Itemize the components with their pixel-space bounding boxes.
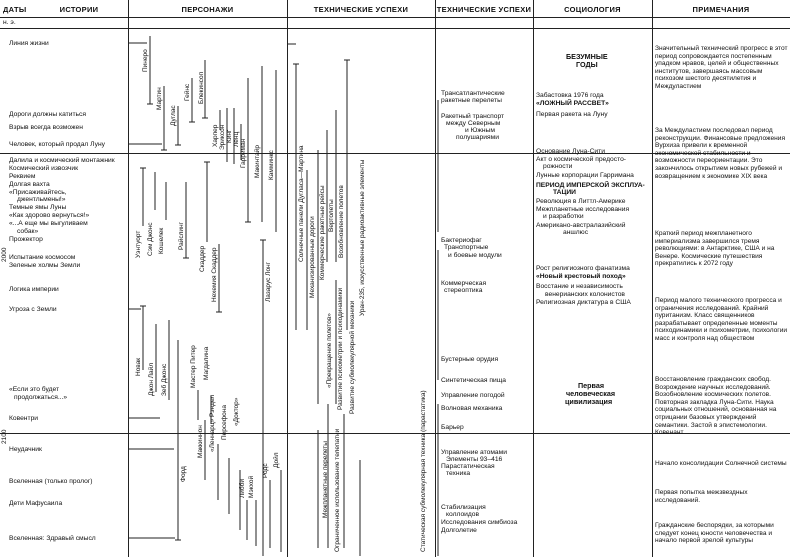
sociology-item: венерианских колонистов: [545, 291, 625, 298]
note: Период малого технического прогресса и ограничения исследований. Крайний пуританизм. Класс священников разрабатывает определенные моменты психодинамики и психометрии, психологии масс и контроля над обществом: [655, 297, 788, 342]
sociology-item: Акт о космической предосто-: [536, 156, 627, 163]
character-name: Пинеро: [142, 49, 149, 72]
header-sociology: СОЦИОЛОГИЯ: [564, 4, 621, 14]
character-name: Уэнтуорт: [135, 230, 142, 258]
tech-item: Механизированные дороги: [309, 216, 316, 298]
tech2-item: техника: [446, 470, 471, 477]
character-name: Лазарус Лонг: [265, 261, 272, 302]
story: Долгая вахта: [9, 181, 50, 188]
note: Значительный технический прогресс в этот период сопровождается постепенным упадком нравов, целей и общественных институтов, завершаясь массовым психозом шестого десятилетия и Междуластием: [655, 45, 788, 90]
era-label: н. э.: [3, 19, 16, 26]
sociology-item: Первая ракета на Луну: [536, 111, 608, 118]
tech2-item: Управление погодой: [441, 392, 505, 399]
sociology-heading: ТАЦИИ: [553, 189, 576, 196]
story: Неудачник: [9, 446, 42, 453]
tech2-item: стереоптика: [444, 287, 483, 294]
tech2-item: Исследования симбиоза: [441, 519, 518, 526]
story: продолжаться...»: [14, 394, 68, 401]
sociology-item: «Новый крестовый поход»: [536, 273, 626, 280]
character-name: Зеб Джонс: [161, 363, 168, 396]
sociology-heading: ГОДЫ: [576, 60, 598, 69]
tech2-item: Управление атомами: [441, 449, 507, 456]
tech-item: Коммерческие ракетные рейсы: [319, 185, 326, 280]
character-name: Мастер Питер: [190, 345, 197, 388]
note: Восстановление гражданских свобод. Возрождение научных исследований. Возобновление космических полетов. Повторная закладка Луна-Сити. Наука социальных отношений, основанная на отрицании базовых утверждений семантики. Застой в эпистемологии. Ковенант: [655, 376, 777, 437]
character-name: Мартин: [156, 87, 163, 110]
character-name: Камминкс: [268, 150, 275, 180]
sociology-heading: БЕЗУМНЫЕ: [566, 52, 608, 61]
character-name: Джон Лайл: [148, 362, 155, 396]
character-name: Гейнс: [184, 83, 191, 101]
story: Дороги должны катиться: [9, 111, 86, 118]
tech-item: Межпланетные перелеты: [322, 441, 329, 518]
character-name: Либби: [239, 479, 246, 498]
tech2-item: между Северным: [446, 120, 501, 127]
character-name: Нехемия Скаддер: [211, 247, 218, 302]
tech-item: Развитие психометрии и психодинамики: [337, 287, 344, 410]
character-name: Райслинг: [178, 222, 185, 250]
story: собак»: [17, 228, 39, 235]
story: Испытание космосом: [9, 254, 76, 261]
tech2-item: полушариями: [456, 134, 499, 141]
tech-item: Уран-235, искусственные радиоактивные элементы: [359, 159, 366, 316]
character-name: Кинг: [226, 129, 233, 143]
header-tech-2: ТЕХНИЧЕСКИЕ УСПЕХИ: [436, 4, 532, 14]
sociology-item: Межпланетные исследования: [536, 206, 630, 213]
year-label-2000: 2000: [1, 247, 8, 262]
story: «Присаживайтесь,: [9, 189, 67, 196]
note: Первая попытка межзвездных исследований.: [655, 489, 748, 504]
sociology-item: Революция в Литтл-Америке: [536, 198, 626, 205]
story: Логика империи: [9, 286, 59, 293]
year-label-2100: 2100: [1, 429, 8, 444]
sociology-item: и разработки: [543, 213, 584, 220]
story: Человек, который продал Луну: [9, 141, 106, 148]
story: Угроза с Земли: [9, 306, 57, 313]
story: Ковентри: [9, 415, 39, 422]
tech-item: Солнечные панели Дугласа—Мартина: [298, 145, 305, 262]
sociology-heading: человеческая: [566, 389, 616, 398]
story: Далила и космический монтажник: [9, 157, 115, 164]
sociology-item: Основание Луна-Сити: [536, 148, 605, 155]
character-name: Дуглас: [170, 105, 177, 126]
story: Прожектор: [9, 236, 43, 243]
character-name: Форд: [180, 466, 187, 482]
character-name: Дойл: [273, 452, 280, 468]
story: джентльмены!»: [17, 196, 66, 203]
story: Взрыв всегда возможен: [9, 124, 83, 131]
character-name: Ленц: [233, 131, 240, 147]
tech2-item: и боевые модули: [448, 252, 502, 259]
note: За Междуластием последовал период реконструкции. Финансовые предложения Вурхиза привели к временной экономической стабильности и возможности переориентации. Это закончилось открытием новых рубежей и возвращением к экономике XIX века: [655, 127, 786, 180]
story: Вселенная: Здравый смысл: [9, 535, 96, 542]
tech2-item: Трансатлантические: [441, 90, 505, 97]
story: Темные ямы Луны: [9, 204, 67, 211]
character-name: Родс: [262, 463, 269, 478]
story: Дети Мафусаила: [9, 500, 63, 507]
sociology-item: Рост религиозного фанатизма: [536, 265, 630, 272]
tech2-item: Бустерные орудия: [441, 356, 499, 363]
tech-item: «Прекращение полетов»: [326, 313, 333, 388]
character-name: Маккиннон: [197, 425, 204, 458]
tech2-item: Бактериофаг: [441, 237, 482, 244]
tech2-item: Коммерческая: [441, 280, 487, 287]
note: Краткий период межпланетного империализма завершился тремя революциями: в Антарктике, США и на Венере. Космические путешествия прекратились к 2072 году: [655, 230, 775, 268]
tech2-item: ракетные перелеты: [441, 97, 502, 104]
header-stories: ИСТОРИИ: [59, 4, 99, 14]
character-name: Макинтайр: [254, 145, 261, 178]
tech2-item: Транспортные: [444, 244, 489, 251]
sociology-heading: «ЛОЖНЫЙ РАССВЕТ»: [536, 100, 609, 107]
header-notes: ПРИМЕЧАНИЯ: [692, 4, 750, 14]
tech-item: Ограниченное использование телепатии: [334, 428, 341, 552]
sociology-item: Восстание и независимость: [536, 283, 623, 290]
sociology-item: Забастовка 1976 года: [536, 92, 604, 99]
tech2-item: Парастатическая: [441, 463, 495, 470]
sociology-item: Лунные корпорации Гарримана: [536, 172, 634, 179]
tech-item: Развитие субмолекулярной механики: [349, 300, 356, 414]
sociology-item: аншлюс: [563, 229, 589, 236]
tech2-item: Волновая механика: [441, 405, 503, 412]
character-name: Блекинсоп: [198, 71, 205, 104]
sociology-item: Религиозная диктатура в США: [536, 299, 631, 306]
header-tech-1: ТЕХНИЧЕСКИЕ УСПЕХИ: [313, 4, 409, 14]
story: Зеленые холмы Земли: [9, 262, 81, 269]
story: «Как здорово вернуться!»: [9, 212, 90, 219]
tech-item: Возобновление полетов: [338, 185, 345, 258]
character-name: «Леннарц» Рэндел: [209, 394, 216, 452]
story: Линия жизни: [9, 40, 49, 47]
story: «Если это будет: [9, 386, 60, 393]
story: Реквием: [9, 173, 36, 180]
sociology-item: Американо-австралазийский: [536, 222, 626, 229]
tech2-item: Стабилизация: [441, 504, 486, 511]
character-name: Мэкхой: [248, 475, 255, 498]
character-name: Скаддер: [199, 245, 206, 272]
character-name: Персефона: [221, 405, 228, 440]
sociology-heading: Первая: [578, 381, 605, 390]
tech-item: Вертолеты: [328, 199, 335, 232]
character-name: Кошелек: [158, 227, 165, 254]
note: Гражданские беспорядки, за которыми следует конец юности человечества и начало первой зрелой культуры: [655, 522, 774, 545]
character-name: «Доктор»: [233, 397, 240, 426]
character-name: Эриксон: [219, 124, 226, 150]
sociology-item: рожности: [543, 163, 573, 170]
tech-item: Статическая субмолекулярная техника (парастатика): [420, 390, 427, 552]
story: Вселенная (только пролог): [9, 478, 93, 485]
sociology-heading: цивилизация: [565, 397, 613, 406]
tech2-item: Элементы 93–416: [446, 456, 503, 463]
story: Космический извозчик: [9, 165, 79, 172]
note: Начало консолидации Солнечной системы: [655, 460, 787, 467]
character-name: Новак: [135, 357, 142, 376]
header-dates: ДАТЫ: [3, 4, 27, 14]
character-name: Гарриман: [240, 138, 247, 168]
header-characters: ПЕРСОНАЖИ: [181, 4, 234, 14]
character-name: Сэм Джонс: [147, 222, 154, 256]
sociology-heading: ПЕРИОД ИМПЕРСКОЙ ЭКСПЛУА-: [536, 182, 645, 189]
character-name: Харпер: [212, 124, 219, 147]
character-name: Магдалина: [203, 346, 210, 380]
tech2-item: и Южным: [465, 127, 495, 134]
tech2-item: Синтетическая пища: [441, 377, 506, 384]
tech2-item: коллоидов: [446, 511, 480, 518]
tech2-item: Барьер: [441, 424, 464, 431]
tech2-item: Долголетие: [441, 527, 477, 534]
tech2-item: Ракетный транспорт: [441, 113, 505, 120]
story: «...А еще мы выгуливаем: [9, 220, 88, 227]
